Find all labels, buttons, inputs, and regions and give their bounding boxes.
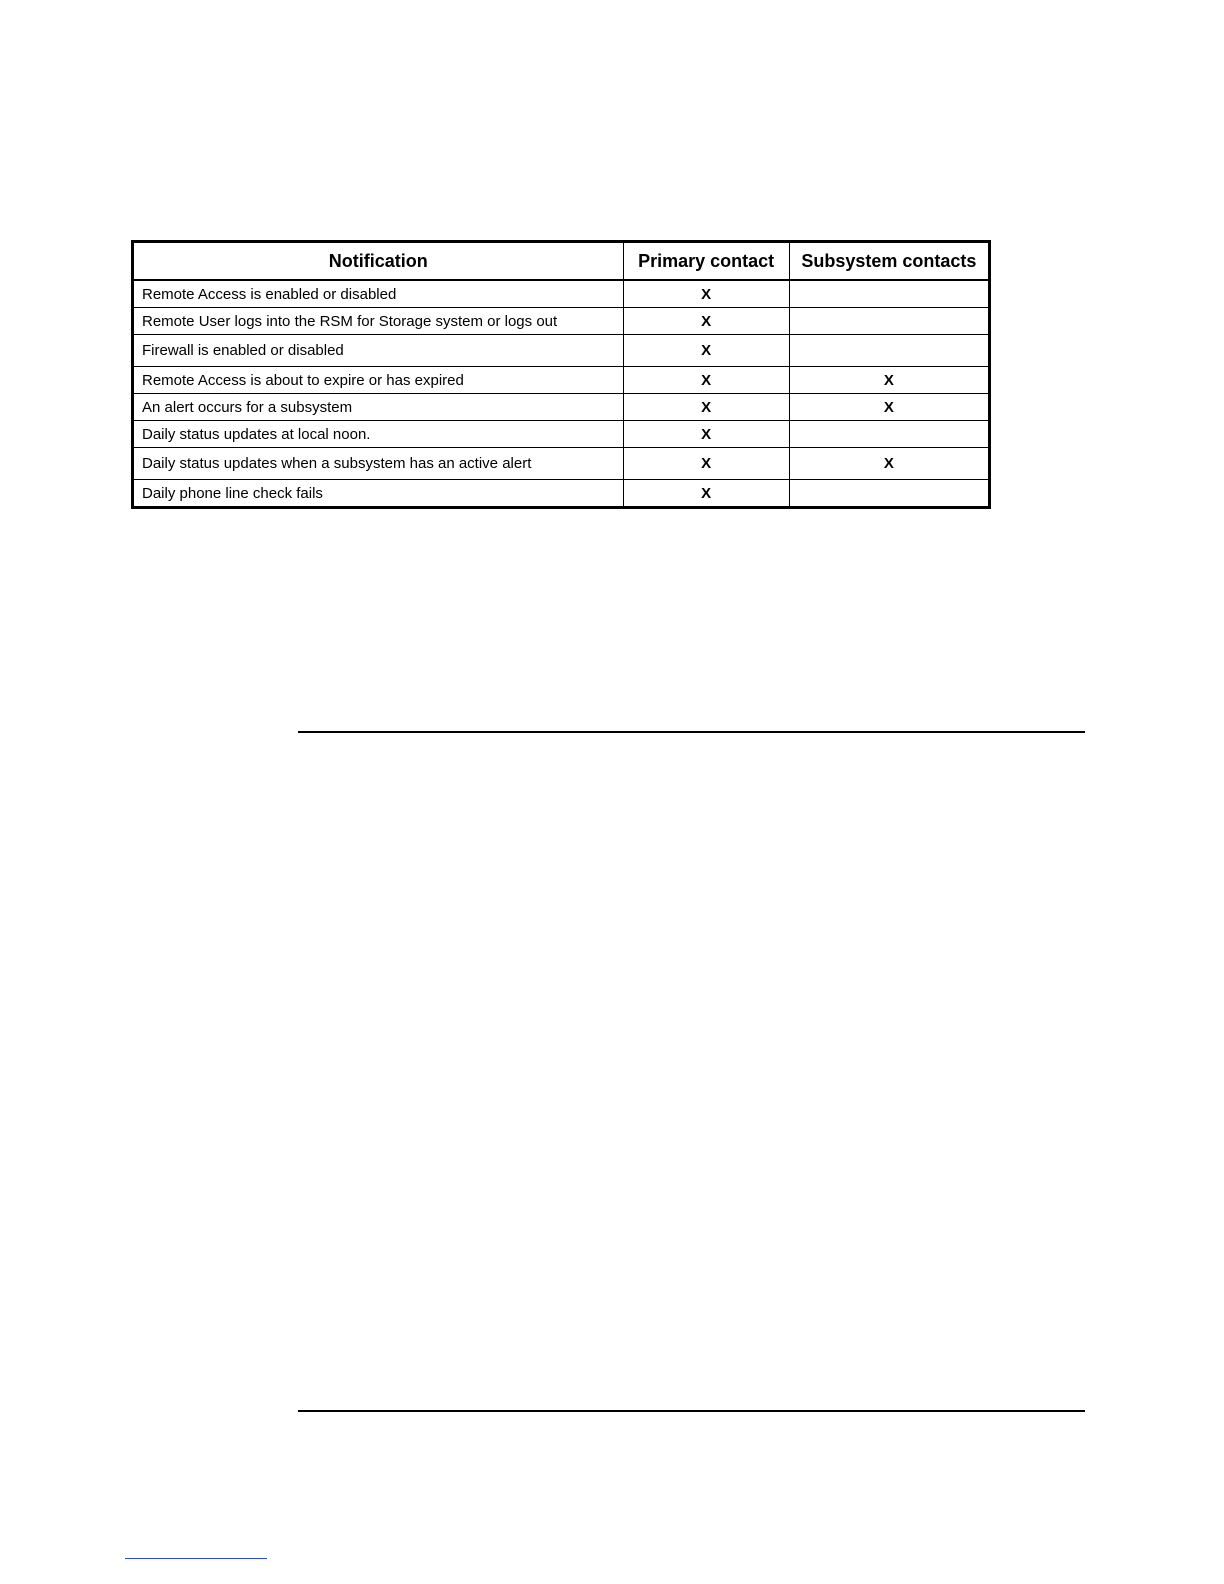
primary-contact-cell: X: [623, 367, 789, 394]
notification-cell: Firewall is enabled or disabled: [133, 335, 624, 367]
table-row: [133, 421, 990, 448]
table-row: [133, 335, 990, 367]
header-primary-contact: Primary contact: [623, 242, 789, 281]
section-divider-bottom: [298, 1410, 1085, 1412]
table-row: [133, 394, 990, 421]
subsystem-contacts-cell: X: [789, 448, 989, 480]
primary-contact-cell: X: [623, 448, 789, 480]
notification-cell: Daily phone line check fails: [133, 480, 624, 508]
subsystem-contacts-cell: [789, 280, 989, 308]
subsystem-contacts-cell: [789, 308, 989, 335]
notification-cell: An alert occurs for a subsystem: [133, 394, 624, 421]
primary-contact-cell: X: [623, 394, 789, 421]
subsystem-contacts-cell: [789, 421, 989, 448]
subsystem-contacts-cell: X: [789, 394, 989, 421]
subsystem-contacts-cell: [789, 480, 989, 508]
primary-contact-cell: X: [623, 308, 789, 335]
header-notification: Notification: [133, 242, 624, 281]
table-row: [133, 280, 990, 308]
notification-cell: Remote Access is about to expire or has expired: [133, 367, 624, 394]
table-row: [133, 480, 990, 508]
table-row: [133, 448, 990, 480]
table-header-row: [133, 242, 990, 281]
primary-contact-cell: X: [623, 480, 789, 508]
subsystem-contacts-cell: X: [789, 367, 989, 394]
primary-contact-cell: X: [623, 335, 789, 367]
primary-contact-cell: X: [623, 280, 789, 308]
table-row: [133, 367, 990, 394]
subsystem-contacts-cell: [789, 335, 989, 367]
footer-link-underline: [125, 1558, 267, 1559]
notification-table: [131, 240, 991, 509]
notification-cell: Remote User logs into the RSM for Storage system or logs out: [133, 308, 624, 335]
table-row: [133, 308, 990, 335]
primary-contact-cell: X: [623, 421, 789, 448]
notification-cell: Remote Access is enabled or disabled: [133, 280, 624, 308]
header-subsystem-contacts: Subsystem contacts: [789, 242, 989, 281]
notification-cell: Daily status updates at local noon.: [133, 421, 624, 448]
notification-cell: Daily status updates when a subsystem has an active alert: [133, 448, 624, 480]
section-divider-top: [298, 731, 1085, 733]
